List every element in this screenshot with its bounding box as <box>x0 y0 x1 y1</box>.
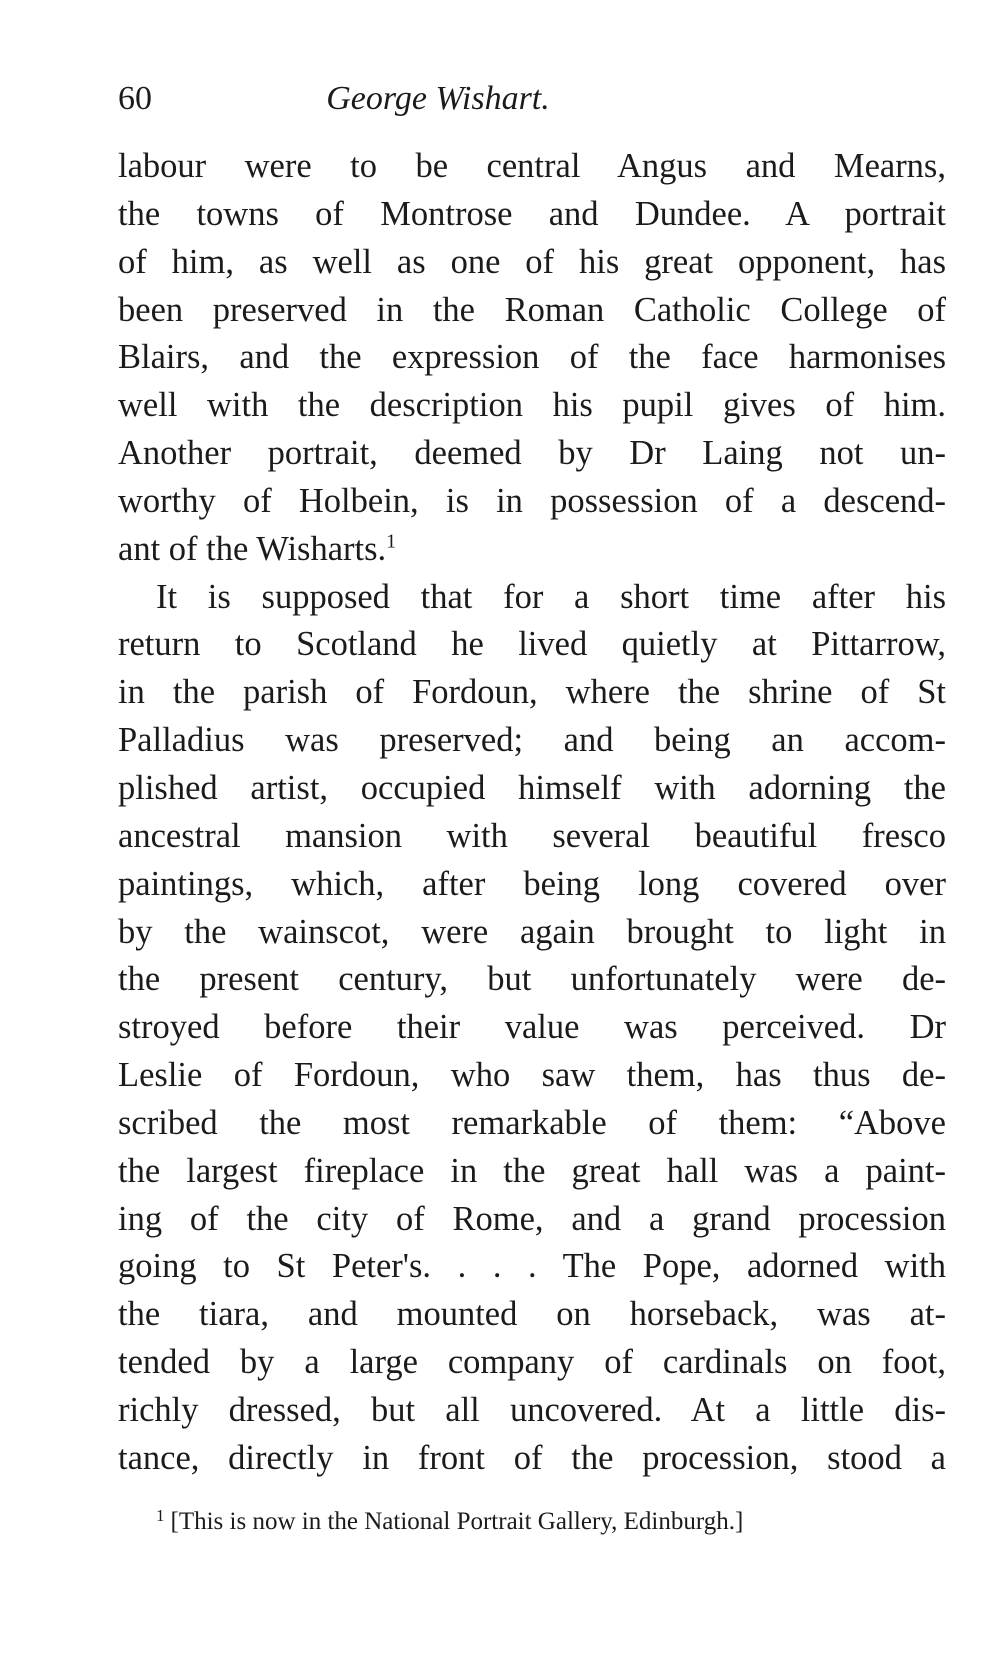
text-line: ant of the Wisharts. <box>118 529 387 568</box>
text-line: tended by a large company of cardinals on foot, <box>118 1343 946 1382</box>
text-line: going to St Peter's. . . . The Pope, adorned with <box>118 1247 946 1286</box>
text-line: the present century, but unfortunately were de- <box>118 960 946 999</box>
text-line: the largest fireplace in the great hall was a paint- <box>118 1151 946 1190</box>
page-number: 60 <box>118 80 152 117</box>
text-line: labour were to be central Angus and Mearns, <box>118 147 946 185</box>
text-line: richly dressed, but all uncovered. At a little dis- <box>118 1390 946 1429</box>
text-line: the towns of Montrose and Dundee. A portrait <box>118 194 946 233</box>
text-line: worthy of Holbein, is in possession of a descend- <box>118 481 946 520</box>
footnote-reference: 1 <box>386 530 397 553</box>
text-line: ing of the city of Rome, and a grand procession <box>118 1199 946 1238</box>
text-line: paintings, which, after being long covered over <box>118 864 946 903</box>
running-title: George Wishart. <box>326 80 550 117</box>
text-line: ancestral mansion with several beautiful fresco <box>118 816 946 855</box>
text-line: Leslie of Fordoun, who saw them, has thus de- <box>118 1056 946 1095</box>
text-line: of him, as well as one of his great opponent, has <box>118 242 946 281</box>
text-line: Another portrait, deemed by Dr Laing not un- <box>118 434 946 473</box>
footnote-text: [This is now in the National Portrait Gallery, Edinburgh.] <box>170 1508 744 1535</box>
footnote <box>118 1504 946 1540</box>
text-line: in the parish of Fordoun, where the shrine of St <box>118 673 946 712</box>
text-line: return to Scotland he lived quietly at Pittarrow, <box>118 625 946 664</box>
paragraph-end-line <box>118 526 946 574</box>
text-line: stroyed before their value was perceived. Dr <box>118 1008 946 1047</box>
text-line: well with the description his pupil gives of him. <box>118 386 946 425</box>
text-line: Blairs, and the expression of the face harmonises <box>118 338 946 377</box>
body-text <box>118 143 946 1483</box>
text-line: the tiara, and mounted on horseback, was at- <box>118 1295 946 1334</box>
text-line: Palladius was preserved; and being an accom- <box>118 721 946 760</box>
text-line: been preserved in the Roman Catholic College of <box>118 290 946 329</box>
text-line: tance, directly in front of the procession, stood a <box>118 1438 946 1477</box>
text-line: It is supposed that for a short time after his <box>156 577 946 616</box>
footnote-marker: 1 <box>156 1506 165 1525</box>
running-head <box>118 74 946 124</box>
text-line: scribed the most remarkable of them: “Above <box>118 1103 946 1142</box>
text-line: plished artist, occupied himself with adorning the <box>118 768 946 807</box>
text-line: by the wainscot, were again brought to light in <box>118 912 946 951</box>
